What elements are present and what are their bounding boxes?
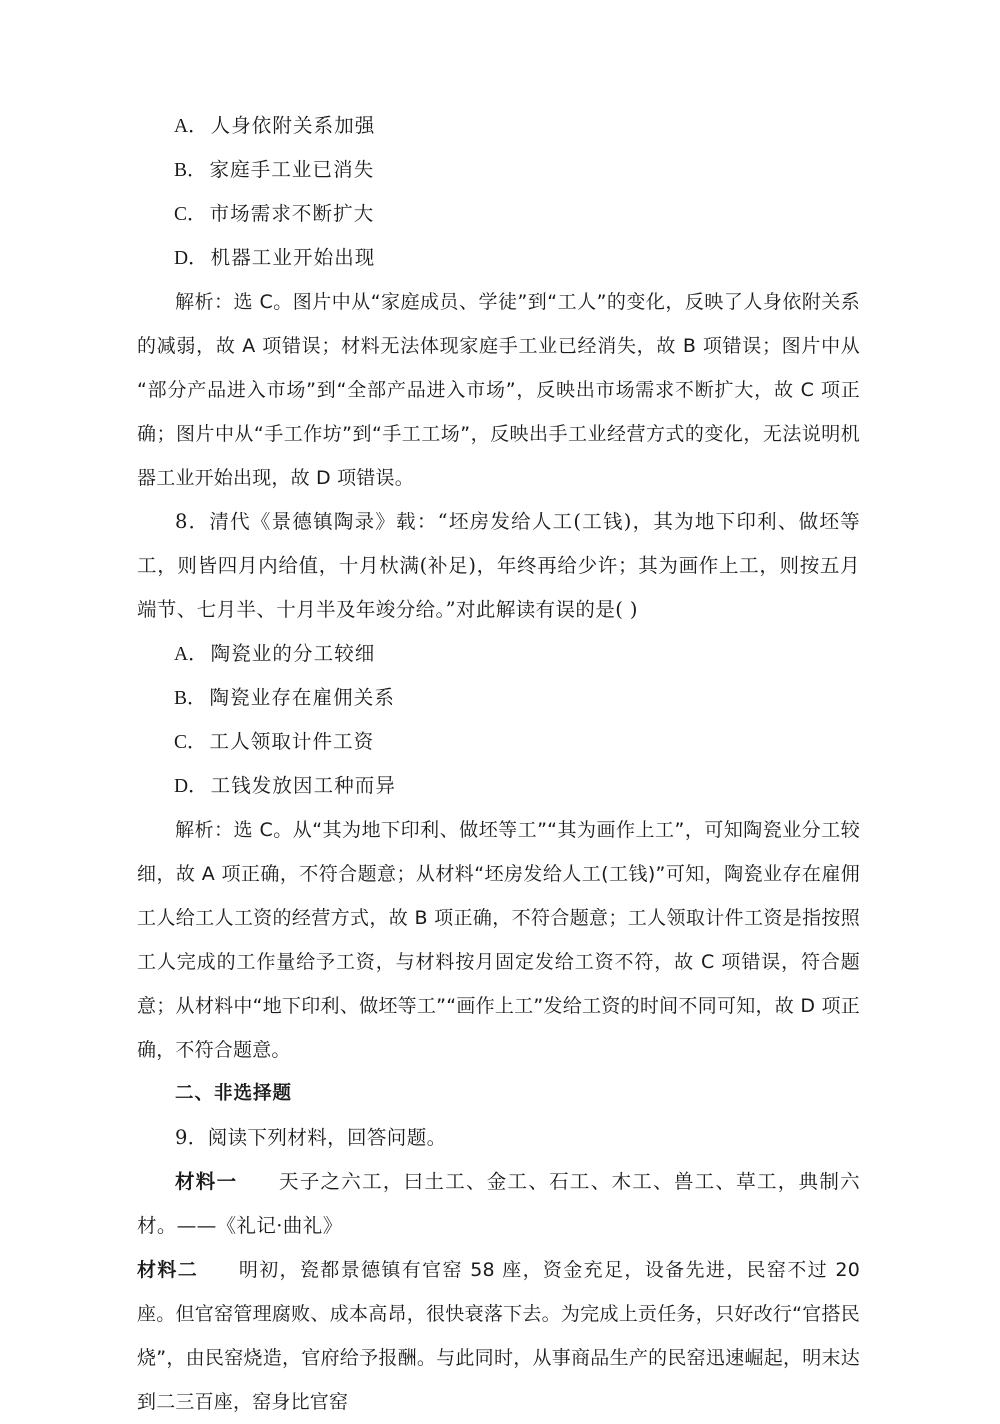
option-letter: C．	[174, 204, 207, 225]
material-two-gap	[198, 1259, 239, 1281]
option-item-c[interactable]	[137, 192, 860, 236]
option-letter: B．	[174, 688, 207, 709]
option-item-b[interactable]	[137, 148, 860, 192]
option-label: 陶瓷业存在雇佣关系	[209, 686, 395, 709]
material-one-gap	[237, 1170, 279, 1193]
option-item-a[interactable]	[137, 104, 860, 148]
question7-options-list	[137, 104, 860, 280]
option-label: 家庭手工业已消失	[209, 158, 375, 181]
option-label: 工人领取计件工资	[209, 730, 375, 753]
option-letter: D．	[174, 776, 208, 797]
option-label: 工钱发放因工种而异	[210, 774, 396, 797]
document-content	[137, 104, 860, 1424]
explanation-question8: 解析：选 C。从“其为地下印利、做坯等工”“其为画作上工”，可知陶瓷业分工较细，故 A 项正确，不符合题意；从材料“坯房发给人工(工钱)”可知，陶瓷业存在雇佣工人给工人工资的经营方式，故 B 项正确，不符合题意；工人领取计件工资是指按照工人完成的工作量给予工资，与材料按月固定发给工资不符，故 C 项错误，符合题意；从材料中“地下印利、做坯等工”“画作上工”发给工资的时间不同可知，故 D 项正确，不符合题意。	[137, 819, 860, 1061]
material-one-label: 材料一	[175, 1170, 238, 1193]
option-item-c[interactable]	[137, 720, 860, 764]
material-two	[137, 1248, 860, 1424]
explanation-question7: 解析：选 C。图片中从“家庭成员、学徒”到“工人”的变化，反映了人身依附关系的减弱，故 A 项错误；材料无法体现家庭手工业已经消失，故 B 项错误；图片中从“部分产品进入市场”到“全部产品进入市场”，反映出市场需求不断扩大，故 C 项正确；图片中从“手工作坊”到“手工工场”，反映出手工业经营方式的变化，无法说明机器工业开始出现，故 D 项错误。	[137, 291, 860, 489]
option-letter: A．	[174, 116, 208, 137]
material-one	[137, 1160, 860, 1248]
question8-options-list	[137, 632, 860, 808]
option-label: 市场需求不断扩大	[209, 202, 375, 225]
option-label: 陶瓷业的分工较细	[210, 642, 376, 665]
option-letter: B．	[174, 160, 207, 181]
material-two-text: 明初，瓷都景德镇有官窑 58 座，资金充足，设备先进，民窑不过 20 座。但官窑管理腐败、成本高昂，很快衰落下去。为完成上贡任务，只好改行“官搭民烧”，由民窑烧造，官府给予报酬。与此同时，从事商品生产的民窑迅速崛起，明末达到二三百座，窑身比官窑	[137, 1259, 860, 1413]
option-letter: D．	[174, 248, 208, 269]
option-item-a[interactable]	[137, 632, 860, 676]
option-letter: A．	[174, 644, 208, 665]
option-item-b[interactable]	[137, 676, 860, 720]
option-item-d[interactable]	[137, 236, 860, 280]
section-heading-non-multiple-choice: 二、非选择题	[175, 1083, 293, 1104]
material-two-label: 材料二	[137, 1259, 199, 1281]
option-label: 机器工业开始出现	[210, 246, 376, 269]
material-one-text: 天子之六工，曰土工、金工、石工、木工、兽工、草工，典制六材。——《礼记·曲礼》	[137, 1170, 861, 1237]
option-label: 人身依附关系加强	[210, 114, 376, 137]
option-item-d[interactable]	[137, 764, 860, 808]
question9-stem: 9．阅读下列材料，回答问题。	[175, 1126, 447, 1149]
option-letter: C．	[174, 732, 207, 753]
question8-stem: 8．清代《景德镇陶录》载：“坯房发给人工(工钱)，其为地下印利、做坯等工，则皆四月内给值，十月杕满(补足)，年终再给少许；其为画作上工，则按五月端节、七月半、十月半及年竣分给。”对此解读有误的是( )	[137, 510, 860, 621]
